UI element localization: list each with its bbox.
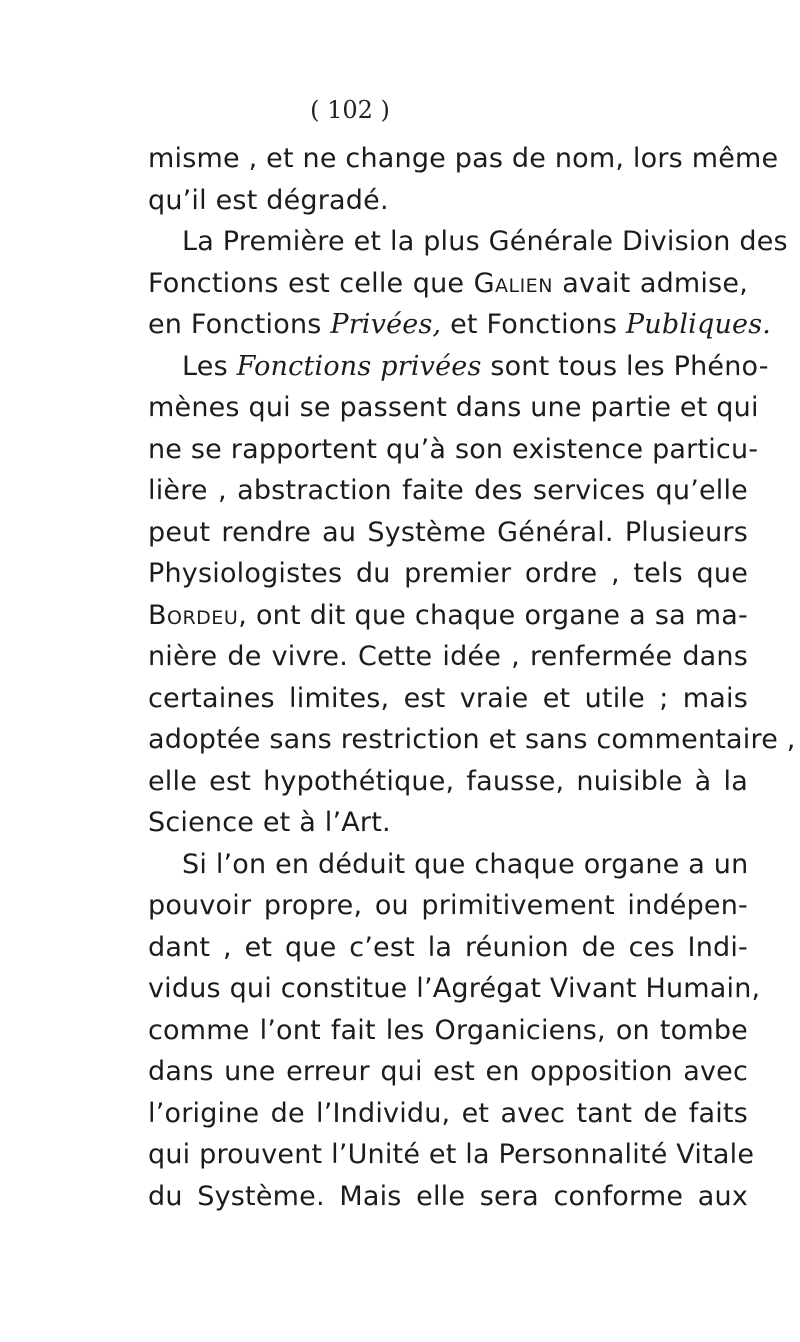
text-line	[148, 1134, 755, 1176]
text-line	[148, 304, 772, 346]
text-line	[148, 636, 748, 678]
proper-name: Bordeu	[148, 599, 239, 631]
text-run: dant , et que c’est la réunion de ces Indi-	[148, 931, 748, 963]
text-run: La Première et la plus Générale Division des	[182, 226, 788, 257]
text-line	[148, 802, 748, 844]
text-line	[148, 1176, 748, 1218]
emphasized-text: Fonctions privées	[236, 350, 482, 382]
text-line	[148, 221, 788, 263]
text-run: Si l’on en déduit que chaque organe a un	[182, 848, 749, 880]
text-run: comme l’ont fait les Organiciens, on tombe	[148, 1014, 748, 1046]
text-run: adoptée sans restriction et sans commentaire ,	[148, 724, 796, 755]
text-line	[148, 927, 748, 969]
emphasized-text: Publiques.	[625, 309, 772, 340]
text-run: Science et à l’Art.	[148, 807, 391, 838]
text-line	[148, 968, 761, 1010]
text-run: , ont dit que chaque organe a sa ma-	[238, 599, 748, 631]
text-line	[148, 470, 748, 512]
text-run: qu’il est dégradé.	[148, 184, 389, 216]
text-run: vidus qui constitue l’Agrégat Vivant Humain,	[148, 973, 761, 1004]
emphasized-text: Privées,	[330, 309, 442, 340]
text-line	[148, 1093, 748, 1135]
text-run: l’origine de l’Individu, et avec tant de faits	[148, 1097, 748, 1129]
text-line	[148, 719, 796, 761]
proper-name: Galien	[473, 267, 553, 299]
text-run: mènes qui se passent dans une partie et qui	[148, 392, 759, 423]
text-line	[148, 885, 748, 927]
text-line	[148, 138, 779, 180]
text-line	[148, 346, 769, 388]
text-line	[148, 761, 748, 803]
text-line	[148, 512, 748, 554]
text-line	[148, 553, 748, 595]
text-run: elle est hypothétique, fausse, nuisible à la	[148, 765, 748, 797]
text-line	[148, 429, 759, 471]
text-run: lière , abstraction faite des services qu’elle	[148, 475, 748, 506]
text-line	[148, 678, 748, 720]
text-run: Physiologistes du premier ordre , tels que	[148, 558, 748, 589]
text-run: Fonctions est celle que	[148, 267, 474, 299]
text-run: sont tous les Phéno-	[481, 350, 769, 382]
text-run: ne se rapportent qu’à son existence particu-	[148, 433, 759, 465]
text-line	[148, 387, 759, 429]
text-run: peut rendre au Système Général. Plusieurs	[148, 516, 748, 548]
text-line	[148, 595, 748, 637]
text-run: certaines limites, est vraie et utile ; mais	[148, 682, 748, 714]
text-run: et Fonctions	[441, 309, 626, 340]
text-run: misme , et ne change pas de nom, lors même	[148, 143, 779, 174]
text-line	[148, 263, 748, 305]
text-run: pouvoir propre, ou primitivement indépen-	[148, 890, 748, 921]
text-run: qui prouvent l’Unité et la Personnalité Vitale	[148, 1139, 755, 1170]
text-line	[148, 844, 748, 886]
text-run: avait admise,	[552, 267, 748, 299]
text-line	[148, 1051, 748, 1093]
text-run: dans une erreur qui est en opposition avec	[148, 1056, 748, 1087]
text-run: Les	[182, 350, 237, 382]
text-run: nière de vivre. Cette idée , renfermée dans	[148, 641, 748, 672]
text-line	[148, 180, 748, 222]
text-run: en Fonctions	[148, 309, 331, 340]
text-line	[148, 1010, 748, 1052]
page-number: ( 102 )	[310, 96, 390, 124]
body-text	[148, 138, 796, 1217]
text-run: du Système. Mais elle sera conforme aux	[148, 1180, 748, 1212]
